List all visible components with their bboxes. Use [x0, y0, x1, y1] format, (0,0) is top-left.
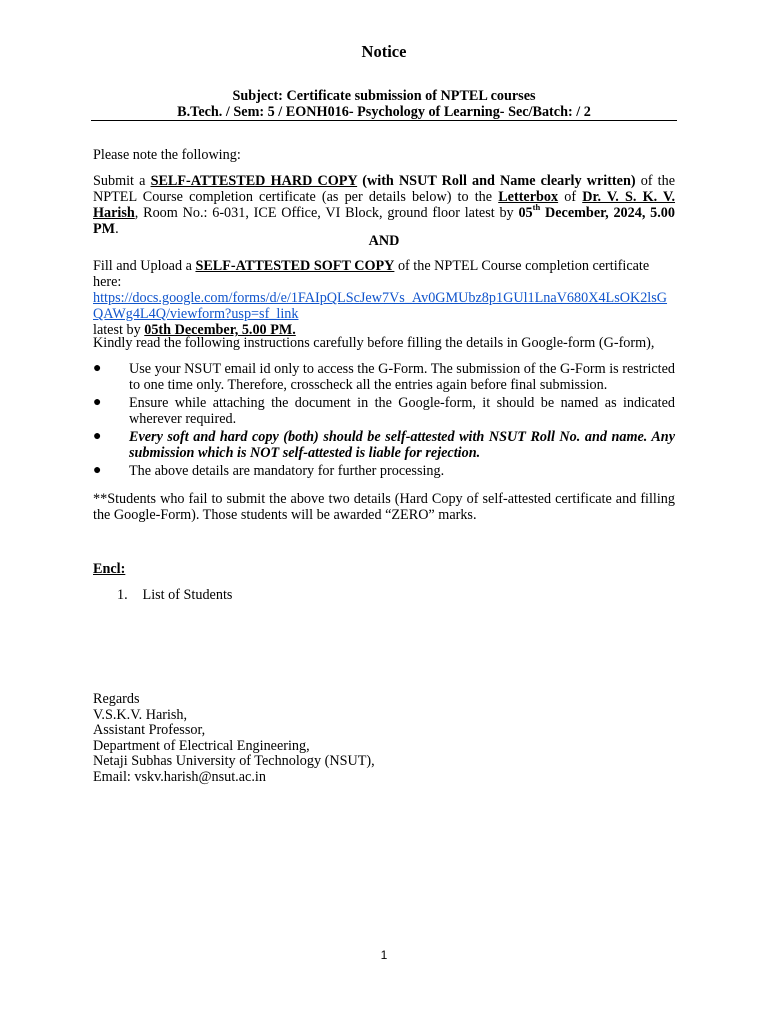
notice-title: Notice [361, 42, 407, 61]
page-number: 1 [380, 948, 388, 962]
bullet-icon: ● [93, 361, 102, 376]
hard-copy-text: of [558, 189, 583, 205]
and-separator: AND [368, 233, 400, 249]
enclosure-item-number: 1. [117, 587, 128, 603]
hard-copy-text: of the NPTEL Course completion certificate (as per details below) to the [93, 173, 676, 205]
signature-email: Email: vskv.harish@nsut.ac.in [93, 768, 266, 785]
soft-copy-deadline: 05th December, 5.00 PM. [144, 322, 296, 338]
signature-name: V.S.K.V. Harish, [93, 706, 188, 723]
soft-copy-text: of the NPTEL Course completion certificate here: [93, 258, 650, 290]
instruction-item [93, 361, 675, 393]
signature-block [93, 692, 375, 786]
enclosure-heading: Encl: [93, 561, 126, 577]
bullet-icon: ● [93, 395, 102, 410]
enclosure-item [117, 587, 232, 604]
soft-copy-emphasis: SELF-ATTESTED SOFT COPY [195, 258, 395, 274]
bullet-icon: ● [93, 463, 102, 478]
instruction-text: Ensure while attaching the document in the Google-form, it should be named as indicated wherever required. [129, 395, 675, 427]
signature-university: Netaji Subhas University of Technology (NSUT), [93, 753, 375, 770]
hard-copy-text: , Room No.: 6-031, ICE Office, VI Block, ground floor latest by [134, 205, 519, 221]
hard-copy-text: Submit a [93, 173, 151, 189]
signature-department: Department of Electrical Engineering, [93, 737, 310, 754]
instruction-text: The above details are mandatory for further processing. [129, 463, 445, 479]
soft-copy-paragraph [93, 258, 675, 338]
google-form-link-line2[interactable]: QAWg4L4Q/viewform?usp=sf_link [93, 306, 299, 322]
instruction-text: Use your NSUT email id only to access the G-Form. The submission of the G-Form is restricted to one time only. Therefore, crosscheck all the entries again before final submission. [129, 361, 676, 393]
instructions-intro: Kindly read the following instructions carefully before filling the details in Google-form (G-form), [93, 335, 655, 351]
instruction-list [93, 361, 675, 481]
soft-copy-line [93, 258, 675, 290]
signature-title: Assistant Professor, [93, 722, 206, 739]
google-form-link[interactable] [93, 290, 667, 322]
instruction-text-emphasis: Every soft and hard copy (both) should be self-attested with NSUT Roll No. and name. Any submission which is NOT self-attested is liable for rejection. [129, 429, 675, 461]
hard-copy-emphasis: SELF-ATTESTED HARD COPY [150, 173, 358, 189]
hard-copy-paragraph [93, 173, 675, 237]
google-form-link-line1[interactable]: https://docs.google.com/forms/d/e/1FAIpQLScJew7Vs_Av0GMUbz8p1GUl1LnaV680X4LsOK2lsG [93, 290, 668, 306]
bullet-icon: ● [93, 429, 102, 444]
soft-copy-deadline-prefix: latest by [93, 322, 145, 338]
header-divider [91, 120, 677, 121]
enclosure-item-text: List of Students [142, 587, 233, 603]
intro-text: Please note the following: [93, 147, 241, 163]
instruction-item [93, 395, 675, 427]
subject-line: Subject: Certificate submission of NPTEL courses [232, 88, 536, 104]
hard-copy-text: . [115, 221, 119, 237]
instruction-item [93, 463, 675, 479]
hard-copy-roll-note: (with NSUT Roll and Name clearly written) [357, 173, 636, 189]
signature-regards: Regards [93, 691, 140, 707]
warning-note: **Students who fail to submit the above two details (Hard Copy of self-attested certificate and filling the Google-Form). Those students will be awarded “ZERO” marks. [93, 491, 675, 523]
instruction-item [93, 429, 675, 461]
ordinal-suffix: th [532, 202, 541, 213]
course-line: B.Tech. / Sem: 5 / EONH016- Psychology of Learning- Sec/Batch: / 2 [177, 104, 591, 120]
hard-copy-deadline-day: 05 [518, 205, 533, 221]
soft-copy-text: Fill and Upload a [93, 258, 196, 274]
hard-copy-deadline: December, 2024, 5.00 PM [93, 205, 675, 237]
faculty-name: Dr. V. S. K. V. Harish [93, 189, 676, 221]
letterbox-label: Letterbox [498, 189, 559, 205]
notice-subject-block [0, 88, 768, 120]
